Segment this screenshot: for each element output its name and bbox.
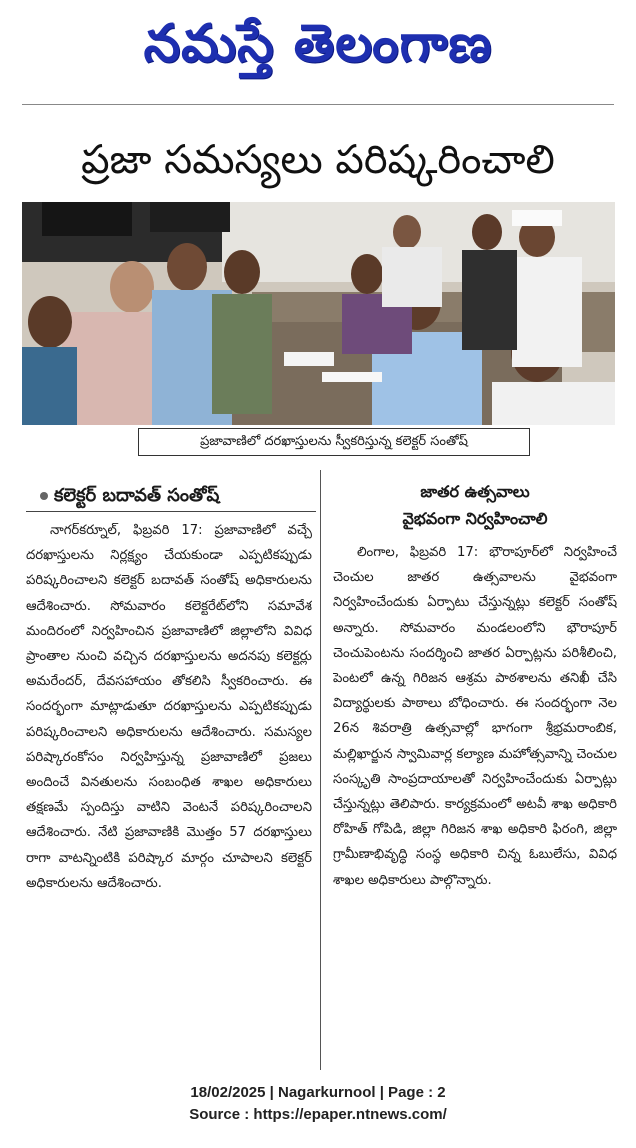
footer-source-line: Source : https://epaper.ntnews.com/ bbox=[189, 1106, 447, 1123]
sidebar-headline-line1: జాతర ఉత్సవాలు bbox=[420, 482, 530, 501]
sidebar-headline bbox=[333, 478, 617, 532]
sidebar-headline-line2: వైభవంగా నిర్వహించాలి bbox=[402, 509, 548, 528]
article-headline: ప్రజా సమస్యలు పరిష్కరించాలి bbox=[81, 137, 555, 183]
bullet-icon bbox=[40, 492, 48, 500]
byline-rule bbox=[26, 511, 316, 512]
photo-illustration bbox=[22, 202, 615, 425]
article-body-right: లింగాల, ఫిబ్రవరి 17: భౌరాపూర్‌లో నిర్వహించే చెంచుల జాతర ఉత్సవాలను వైభవంగా నిర్వహించేందుకు ఏర్పాటు చేస్తున్నట్లు కలెక్టర్ సంతోష్ అన్నారు. సోమవారం మండలంలోని భౌరాపూర్ చెంచుపెంటను సందర్శించి జాతర ఏర్పాట్లను పరిశీలించి, పెంటలో ఉన్న గిరిజన ఆశ్రమ పాఠశాలను తనిఖీ చేసి విద్యార్థులకు పాఠాలు బోధించారు. ఈ సందర్భంగా నెల 26న శివరాత్రి ఉత్సవాల్లో భాగంగా శ్రీభ్రమరాంబిక, మల్లిఖార్జున స్వామివార్ల కల్యాణ మహోత్సవాన్ని చెంచుల సంస్కృతి సాంప్రదాయాలతో నిర్వహించేందుకు ఏర్పాట్లు చేస్తున్నట్లు తెలిపారు. కార్యక్రమంలో అటవీ శాఖ అధికారి రోహిత్ గోపిడి, జిల్లా గిరిజన శాఖ అధికారి ఫిరంగి, జిల్లా గ్రామీణాభివృద్ధి సంస్థ అధికారి చిన్న ఓబులేసు, వివిధ శాఖల అధికారులు పాల్గొన్నారు. bbox=[333, 545, 617, 888]
article-body-left: నాగర్‌కర్నూల్, ఫిబ్రవరి 17: ప్రజావాణిలో వచ్చే దరఖాస్తులను నిర్లక్ష్యం చేయకుండా ఎప్పటికప్పుడు పరిష్కరించాలని కలెక్టర్ బదావత్ సంతోష్ అధికారులను ఆదేశించారు. సోమవారం కలెక్టరేట్‌లోని సమావేశ మందిరంలో నిర్వహించిన ప్రజావాణిలో జిల్లాలోని వివిధ ప్రాంతాల నుంచి వచ్చిన దరఖాస్తులను అదనపు కలెక్టర్లు అమరేందర్, దేవసహాయం తోకలిసి స్వీకరించారు. ఈ సందర్భంగా మాట్లాడుతూ దరఖాస్తులను ఎప్పటికప్పుడు పరిష్కరించాలని అధికారులను ఆదేశించారు. సమస్యల పరిష్కారంకోసం నిర్వహిస్తున్న ప్రజావాణిలో ప్రజలు అందించే వినతులను సంబంధిత శాఖల అధికారులు తక్షణమే స్పందిస్తు వాటిని వెంటనే పరిష్కరించాలని ఆదేశించారు. నేటి ప్రజావాణికి మొత్తం 57 దరఖాస్తులు రాగా వాటన్నింటికి పరిష్కార మార్గం చూపాలని కలెక్టర్ అధికారులను ఆదేశించారు. bbox=[26, 523, 312, 891]
byline bbox=[40, 480, 320, 512]
article-photo bbox=[22, 202, 615, 425]
column-divider bbox=[320, 470, 321, 1070]
byline-text: కలెక్టర్ బదావత్ సంతోష్ bbox=[54, 485, 220, 506]
photo-caption: ప్రజావాణిలో దరఖాస్తులను స్వీకరిస్తున్న కలెక్టర్ సంతోష్ bbox=[138, 428, 530, 456]
footer-date-line: 18/02/2025 | Nagarkurnool | Page : 2 bbox=[190, 1084, 446, 1101]
masthead-rule bbox=[22, 104, 614, 105]
masthead-title: నమస్తే తెలంగాణ bbox=[143, 14, 493, 74]
footer bbox=[0, 1082, 636, 1126]
